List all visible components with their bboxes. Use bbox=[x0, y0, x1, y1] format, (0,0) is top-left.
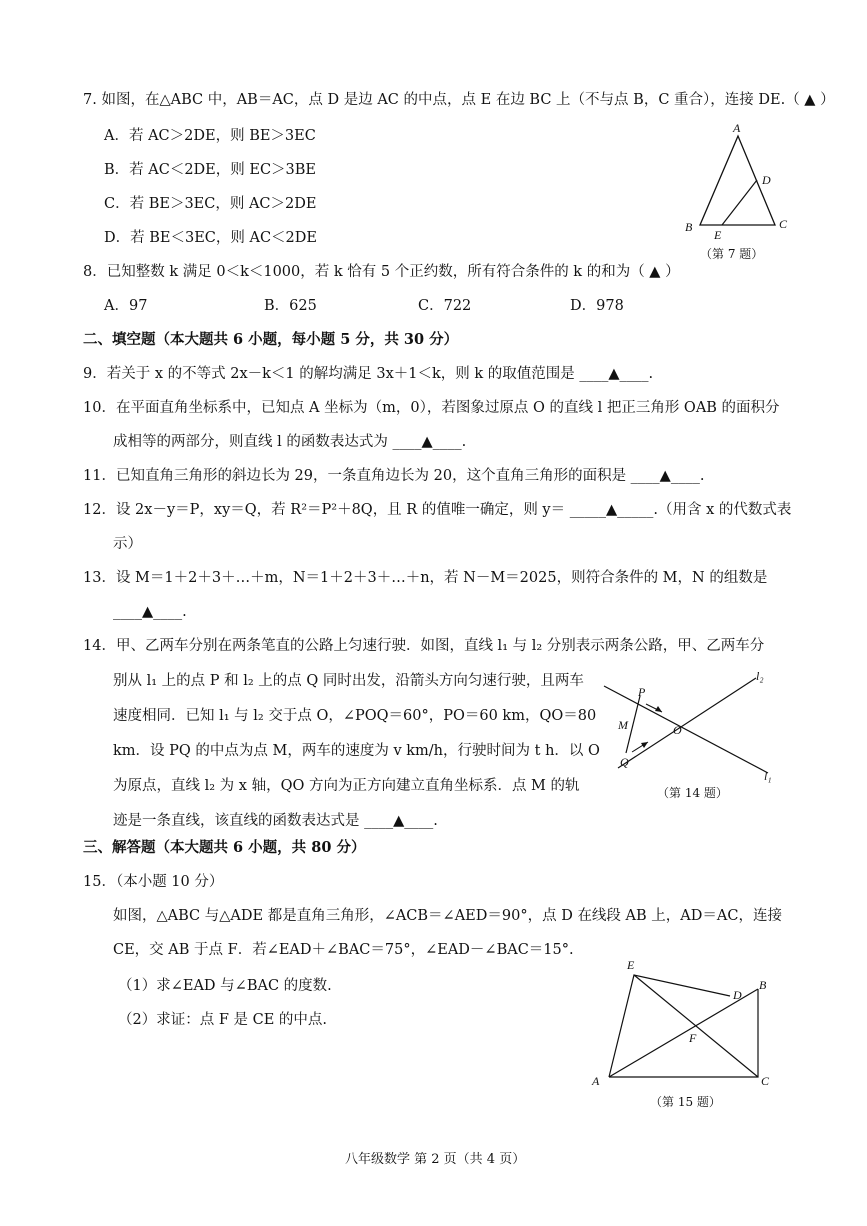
label-a: A bbox=[733, 121, 741, 135]
q15-line1: 如图，△ABC 与△ADE 都是直角三角形，∠ACB＝∠AED＝90°，点 D 在线段 AB 上，AD＝AC，连接 bbox=[113, 908, 782, 924]
label-b: B bbox=[759, 978, 767, 992]
q14-line4: km．设 PQ 的中点为点 M，两车的速度为 v km/h，行驶时间为 t h．以 O bbox=[113, 743, 600, 759]
triangle-ade bbox=[609, 975, 730, 1077]
q8-option-c: C．722 bbox=[418, 298, 472, 314]
q7-option-c: C．若 BE＞3EC，则 AC＞2DE bbox=[104, 196, 317, 212]
label-p: P bbox=[638, 685, 646, 699]
q13-line2: ____▲____. bbox=[113, 604, 187, 620]
label-a: A bbox=[592, 1074, 600, 1088]
q14-line2: 别从 l₁ 上的点 P 和 l₂ 上的点 Q 同时出发，沿箭头方向匀速行驶，且两车 bbox=[113, 673, 584, 689]
q13-line1: 13．设 M＝1＋2＋3＋…＋m，N＝1＋2＋3＋…＋n，若 N－M＝2025，则符合条件的 M，N 的组数是 bbox=[83, 570, 768, 586]
label-c: C bbox=[779, 217, 788, 231]
q14-line1: 14．甲、乙两车分别在两条笔直的公路上匀速行驶．如图，直线 l₁ 与 l₂ 分别表示两条公路，甲、乙两车分 bbox=[83, 638, 765, 654]
q9: 9．若关于 x 的不等式 2x－k＜1 的解均满足 3x＋1＜k，则 k 的取值范围是 ____▲____. bbox=[83, 366, 654, 382]
label-c: C bbox=[761, 1074, 770, 1088]
label-e: E bbox=[627, 958, 635, 972]
label-l1: l₁ bbox=[764, 769, 772, 783]
q15-figure bbox=[585, 955, 780, 1090]
q15-caption: （第 15 题） bbox=[650, 1095, 721, 1109]
q7-option-b: B．若 AC＜2DE，则 EC＞3BE bbox=[104, 162, 317, 178]
q10-line1: 10．在平面直角坐标系中，已知点 A 坐标为（m，0），若图象过原点 O 的直线 l 把正三角形 OAB 的面积分 bbox=[83, 400, 780, 416]
q11: 11．已知直角三角形的斜边长为 29，一条直角边长为 20，这个直角三角形的面积是 ____▲____. bbox=[83, 468, 705, 484]
label-f: F bbox=[689, 1031, 697, 1045]
q10-line2: 成相等的两部分，则直线 l 的函数表达式为 ____▲____. bbox=[113, 434, 467, 450]
segment-ab bbox=[609, 989, 758, 1077]
q8-option-a: A．97 bbox=[104, 298, 148, 314]
q7-option-d: D．若 BE＜3EC，则 AC＜2DE bbox=[104, 230, 317, 246]
q14-line5: 为原点，直线 l₂ 为 x 轴，QO 方向为正方向建立直角坐标系．点 M 的轨 bbox=[113, 778, 580, 794]
q12-line2: 示） bbox=[113, 536, 142, 552]
q8-option-d: D．978 bbox=[570, 298, 624, 314]
q14-figure bbox=[596, 668, 786, 783]
q15-part2: （2）求证：点 F 是 CE 的中点. bbox=[118, 1012, 328, 1028]
label-d: D bbox=[762, 173, 771, 187]
q8-stem: 8．已知整数 k 满足 0＜k＜1000，若 k 恰有 5 个正约数，所有符合条件的 k 的和为（ ▲ ） bbox=[83, 264, 680, 280]
q14-caption: （第 14 题） bbox=[657, 786, 728, 800]
q15-title: 15．（本小题 10 分） bbox=[83, 874, 224, 890]
q7-caption: （第 7 题） bbox=[700, 247, 764, 261]
q8-option-b: B．625 bbox=[264, 298, 317, 314]
label-m: M bbox=[618, 718, 628, 732]
q12-line1: 12．设 2x－y＝P，xy＝Q，若 R²＝P²＋8Q，且 R 的值唯一确定，则 y＝ _____▲_____.（用含 x 的代数式表 bbox=[83, 502, 792, 518]
section-3-heading: 三、解答题（本大题共 6 小题，共 80 分） bbox=[83, 839, 366, 856]
segment-de bbox=[722, 180, 757, 225]
label-l2: l₂ bbox=[756, 669, 764, 683]
page-footer: 八年级数学 第 2 页（共 4 页） bbox=[345, 1152, 526, 1167]
segment-pq bbox=[626, 696, 640, 753]
label-e: E bbox=[714, 228, 722, 242]
q7-figure bbox=[678, 118, 798, 243]
q7-stem: 7. 如图，在△ABC 中，AB＝AC，点 D 是边 AC 的中点，点 E 在边 BC 上（不与点 B，C 重合），连接 DE.（ ▲ ） bbox=[83, 92, 835, 108]
q14-line6: 迹是一条直线，该直线的函数表达式是 ____▲____. bbox=[113, 813, 438, 829]
label-o: O bbox=[673, 723, 682, 737]
label-q: Q bbox=[620, 755, 629, 769]
q7-option-a: A．若 AC＞2DE，则 BE＞3EC bbox=[104, 128, 316, 144]
q15-line2: CE，交 AB 于点 F．若∠EAD＋∠BAC＝75°，∠EAD－∠BAC＝15°. bbox=[113, 942, 574, 958]
label-d: D bbox=[733, 988, 742, 1002]
section-2-heading: 二、填空题（本大题共 6 小题，每小题 5 分，共 30 分） bbox=[83, 331, 459, 348]
q14-line3: 速度相同．已知 l₁ 与 l₂ 交于点 O，∠POQ＝60°，PO＝60 km，QO＝80 bbox=[113, 708, 597, 724]
q15-part1: （1）求∠EAD 与∠BAC 的度数. bbox=[118, 978, 332, 994]
label-b: B bbox=[685, 220, 693, 234]
